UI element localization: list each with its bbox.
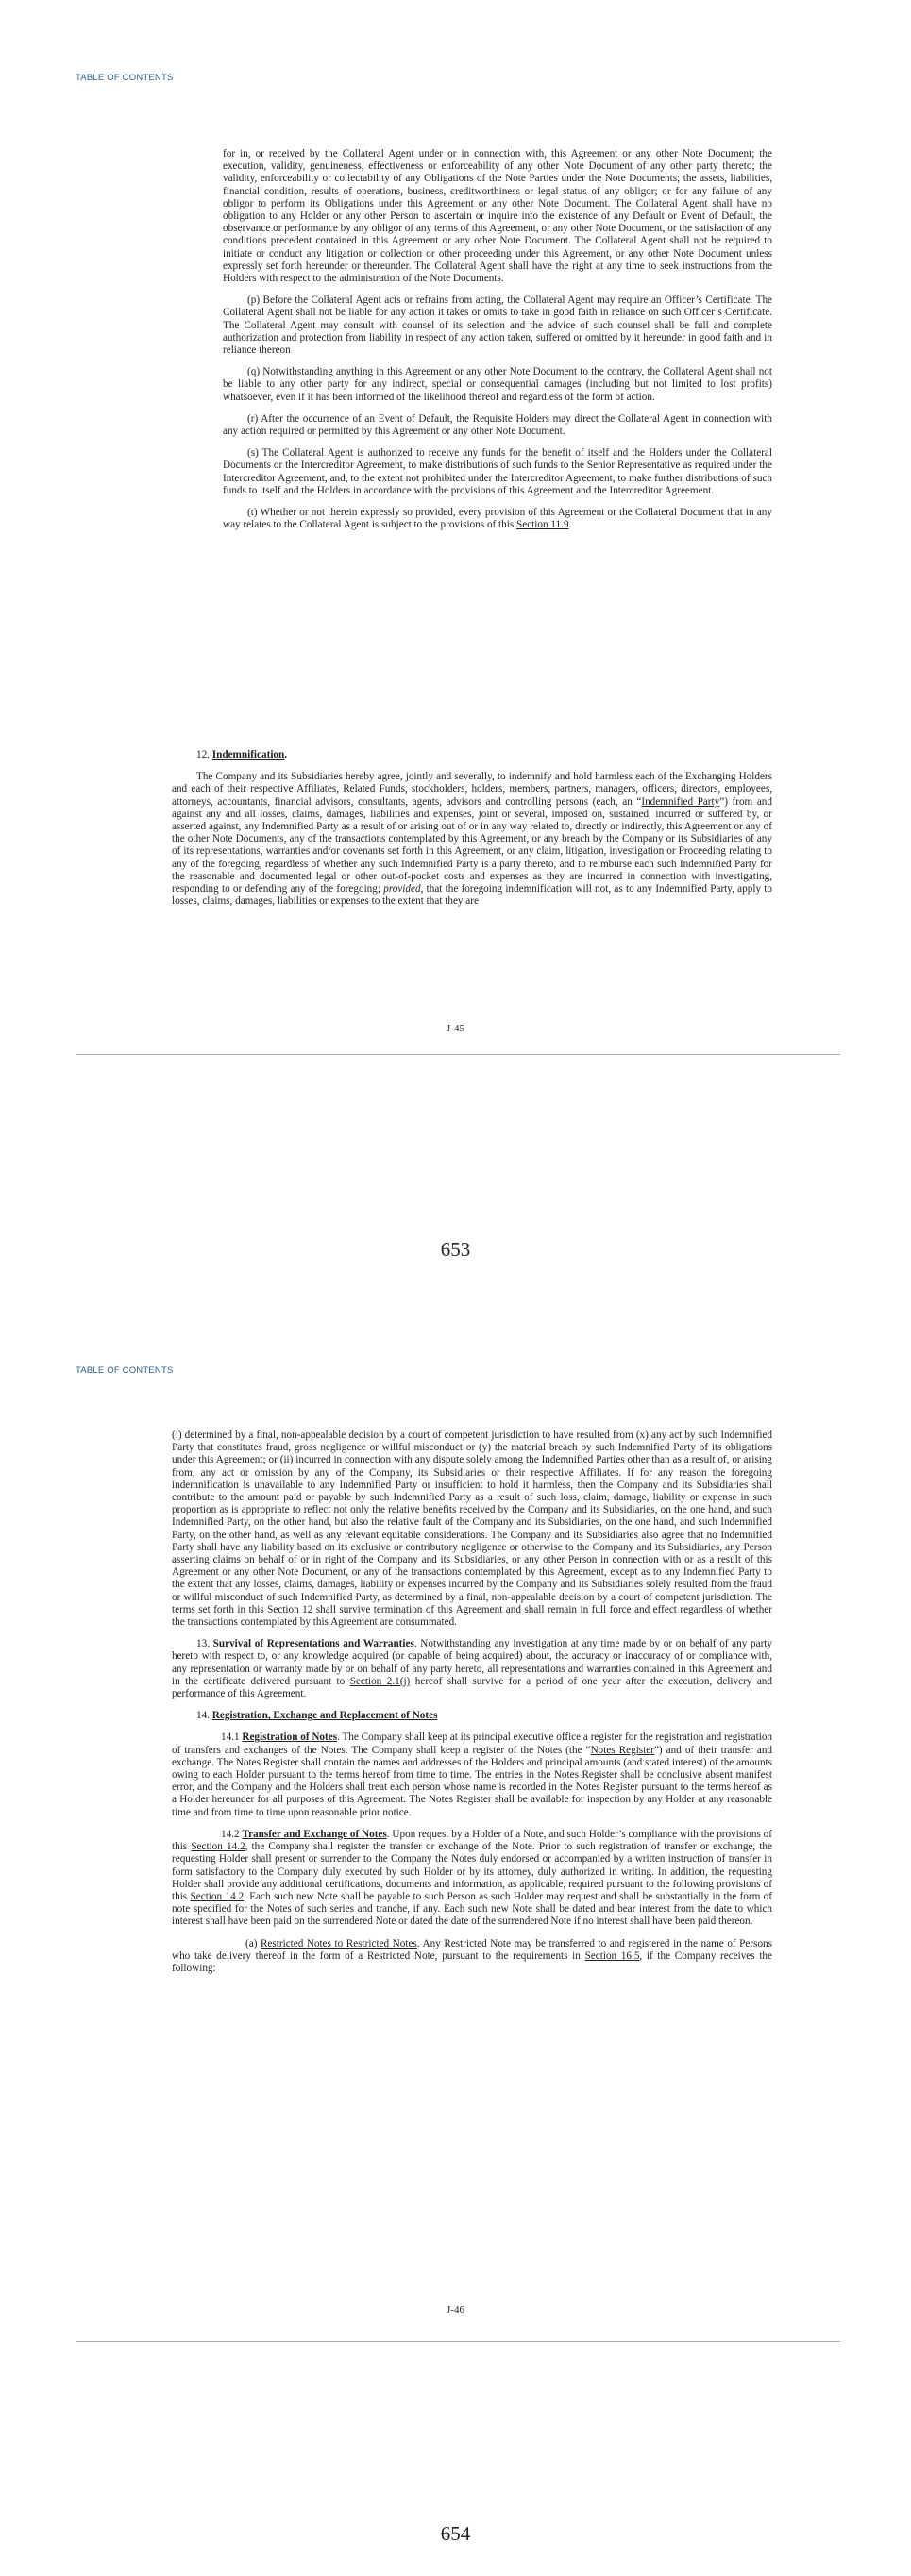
defined-term-notes-register: Notes Register	[590, 1744, 654, 1756]
collateral-agent-section-text	[223, 148, 772, 541]
section-12-link[interactable]: Section 12	[267, 1603, 313, 1615]
page-folio: J-46	[447, 2304, 464, 2316]
section-14-2-paragraph: 14.2 Transfer and Exchange of Notes. Upon request by a Holder of a Note, and such Holder’s compliance with the provisions of this Section 14.2, the Company shall register the transfer or exchange of the Note. Prior to such registration of transfer or exchange, the requesting Holder shall present or surrender to the Company the Notes duly endorsed or accompanied by a written instruction of transfer in form satisfactory to the Company duly executed by such Holder or by its attorney, duly authorized in writing. In addition, the requesting Holder shall provide any additional certifications, documents and information, as applicable, required pursuant to the following provisions of this Section 14.2. Each such new Note shall be payable to such Person as such Holder may request and shall be substantially in the form of note specified for the Notes of such series and tranche, if any. Each such new Note shall be dated and bear interest from the date to which interest shall have been paid on the surrendered Note or dated the date of the surrendered Note if no interest shall have been paid thereon.	[172, 1828, 773, 1928]
table-of-contents-link[interactable]: TABLE OF CONTENTS	[76, 73, 174, 83]
paragraph-p: (p) Before the Collateral Agent acts or refrains from acting, the Collateral Agent may require an Officer’s Certificate. The Collateral Agent shall not be liable for any action it takes or omits to take in good faith in reliance on such Officer’s Certificate. The Collateral Agent may consult with counsel of its selection and the advice of such counsel shall be full and complete authorization and protection from liability in respect of any action taken, suffered or omitted by it hereunder in good faith and in reliance thereon	[223, 294, 772, 357]
page-number: 653	[440, 1238, 471, 1261]
section-14-heading: 14. Registration, Exchange and Replacement of Notes	[196, 1710, 438, 1722]
defined-term-indemnified-party: Indemnified Party	[641, 795, 720, 808]
section-14-2-link[interactable]: Section 14.2	[191, 1841, 245, 1853]
section-16-5-link[interactable]: Section 16.5	[584, 1949, 640, 1962]
page-divider	[76, 2341, 840, 2342]
indemnification-paragraph: The Company and its Subsidiaries hereby agree, jointly and severally, to indemnify and hold harmless each of the Exchanging Holders and each of their respective Affiliates, Related Funds, stockholders, holders, members, partners, managers, officers, directors, employees, attorneys, accountants, financial advisors, consultants, agents, advisors and controlling persons (each, an “Indemnified Party”) from and against any and all losses, claims, damages, liabilities and expenses, joint or several, imposed on, sustained, incurred or suffered by, or asserted against, any Indemnified Party as a result of or arising out of or in any way related to, directly or indirectly, this Agreement or any of the other Note Documents, any of the transactions contemplated by this Agreement, or any breach by the Company or its Subsidiaries of any of its representations, warranties and/or covenants set forth in this Agreement, or any claim, litigation, investigation or Proceeding relating to any of the foregoing, regardless of whether any such Indemnified Party is a party thereto, and to reimburse each such Indemnified Party for the reasonable and documented legal or other out-of-pocket costs and expenses as they are incurred in connection with investigating, responding to or defending any of the foregoing; provided, that the foregoing indemnification will not, as to any Indemnified Party, apply to losses, claims, damages, liabilities or expenses to the extent that they are	[172, 771, 772, 908]
indemnification-section	[172, 749, 772, 917]
paragraph-q: (q) Notwithstanding anything in this Agreement or any other Note Document to the contrary, the Collateral Agent shall not be liable to any other party for any indirect, special or consequential damages (including but not limited to lost profits) whatsoever, even if it has been informed of the likelihood thereof and regardless of the form of action.	[223, 366, 772, 403]
document-page-654	[0, 1288, 911, 2576]
intro-paragraph: for in, or received by the Collateral Agent under or in connection with, this Agreement or any other Note Document; the execution, validity, genuineness, effectiveness or enforceability of any other Note Document of any other party thereto; the validity, enforceability or collectability of any Obligations of the Note Parties under the Note Documents; the assets, liabilities, financial condition, results of operations, business, creditworthiness or legal status of any obligor; or for any failure of any obligor to perform its Obligations under this Agreement or any other Note Document. The Collateral Agent shall have no obligation to any Holder or any other Person to ascertain or inquire into the existence of any Default or Event of Default, the observance or performance by any obligor of any terms of this Agreement, or any other Note Document, or the satisfaction of any conditions precedent contained in this Agreement or any other Note Document. The Collateral Agent shall not be required to initiate or conduct any litigation or collection or other proceeding under this Agreement, or any other Note Document unless expressly set forth hereunder or thereunder. The Collateral Agent shall have the right at any time to seek instructions from the Holders with respect to the administration of the Note Documents.	[223, 148, 772, 285]
section-2-1-j-link[interactable]: Section 2.1(j)	[349, 1675, 411, 1687]
section-14-1-paragraph: 14.1 Registration of Notes. The Company shall keep at its principal executive office a register for the registration and registration of transfers and exchanges of the Notes. The Company shall keep a register of the Notes (the “Notes Register”) and of their transfer and exchange. The Notes Register shall contain the names and addresses of the Holders and principal amounts (and stated interest) of the amounts owing to each Holder pursuant to the terms hereof from time to time. The entries in the Notes Register shall be conclusive absent manifest error, and the Company and the Holders shall treat each person whose name is recorded in the Notes Register pursuant to the terms hereof as a Holder hereunder for all purposes of this Agreement. The Notes Register shall be available for inspection by any Holder at any reasonable time and from time to time upon reasonable prior notice.	[172, 1731, 773, 1818]
page-divider	[76, 1054, 840, 1055]
paragraph-s: (s) The Collateral Agent is authorized to receive any funds for the benefit of itself and the Holders under the Collateral Documents or the Intercreditor Agreement, to make distributions of such funds to the Senior Representative as required under the Intercreditor Agreement, and, to the extent not prohibited under the Intercreditor Agreement, to make further distributions of such funds to itself and the Holders in accordance with the provisions of this Agreement and the Intercreditor Agreement.	[223, 447, 772, 496]
section-13-paragraph: 13. Survival of Representations and Warranties. Notwithstanding any investigation at any time made by or on behalf of any party hereto with respect to, or any knowledge acquired (or capable of being acquired) about, the accuracy or inaccuracy of or compliance with, any representation or warranty made by or on behalf of any party hereto, all representations and warranties contained in this Agreement and in the certificate delivered pursuant to Section 2.1(j) hereof shall survive for a period of one year after the execution, delivery and performance of this Agreement.	[172, 1638, 772, 1700]
indemnification-continuation: (i) determined by a final, non-appealable decision by a court of competent jurisdiction to have resulted from (x) any act by such Indemnified Party that constitutes fraud, gross negligence or willful misconduct or (y) the material breach by such Indemnified Party of its obligations under this Agreement; or (ii) incurred in connection with any dispute solely among the Indemnified Parties other than as a result of, or arising from, any act or omission by any of the Company, its Subsidiaries or their respective Affiliates. If for any reason the foregoing indemnification is unavailable to any Indemnified Party or insufficient to hold it harmless, then the Company and its Subsidiaries shall contribute to the amount paid or payable by such Indemnified Party as a result of such loss, claim, damage, liability or expense in such proportion as is appropriate to reflect not only the relative benefits received by the Company and its Subsidiaries, on the one hand, and such Indemnified Party, on the other hand, but also the relative fault of the Company and its Subsidiaries, on the one hand, and such Indemnified Party, on the other hand, as well as any relevant equitable considerations. The Company and its Subsidiaries also agree that no Indemnified Party shall have any liability based on its exclusive or contributory negligence or otherwise to the Company and its Subsidiaries, any Person asserting claims on behalf of or in right of the Company and its Subsidiaries, or any other Person in connection with or as a result of this Agreement or any other Note Document, or any of the transactions contemplated by this Agreement, except as to any Indemnified Party to the extent that any losses, claims, damages, liability or expenses incurred by the Company and its Subsidiaries solely resulted from the fraud or willful misconduct of such Indemnified Party, as determined by a final, non-appealable decision by a court of competent jurisdiction. The terms set forth in this Section 12 shall survive termination of this Agreement and shall remain in full force and effect regardless of whether the transactions contemplated by this Agreement are consummated.	[172, 1430, 772, 1629]
table-of-contents-link[interactable]: TABLE OF CONTENTS	[76, 1365, 174, 1376]
page-folio: J-45	[447, 1023, 464, 1034]
section-12-heading: 12. Indemnification.	[196, 749, 288, 761]
page-number: 654	[440, 2522, 471, 2545]
page-2-body	[172, 1430, 772, 1984]
section-14-2-a-paragraph: (a) Restricted Notes to Restricted Notes. Any Restricted Note may be transferred to and registered in the name of Persons who take delivery thereof in the form of a Restricted Note, pursuant to the requirements in Section 16.5, if the Company receives the following:	[172, 1937, 772, 1974]
paragraph-t: (t) Whether or not therein expressly so provided, every provision of this Agreement or the Collateral Document that in any way relates to the Collateral Agent is subject to the provisions of this Section 11.9.	[223, 507, 772, 531]
section-11-9-link[interactable]: Section 11.9	[516, 519, 569, 531]
paragraph-r: (r) After the occurrence of an Event of Default, the Requisite Holders may direct the Collateral Agent in connection with any action required or permitted by this Agreement or any other Note Document.	[223, 412, 772, 438]
section-14-2-link[interactable]: Section 14.2	[190, 1890, 245, 1902]
